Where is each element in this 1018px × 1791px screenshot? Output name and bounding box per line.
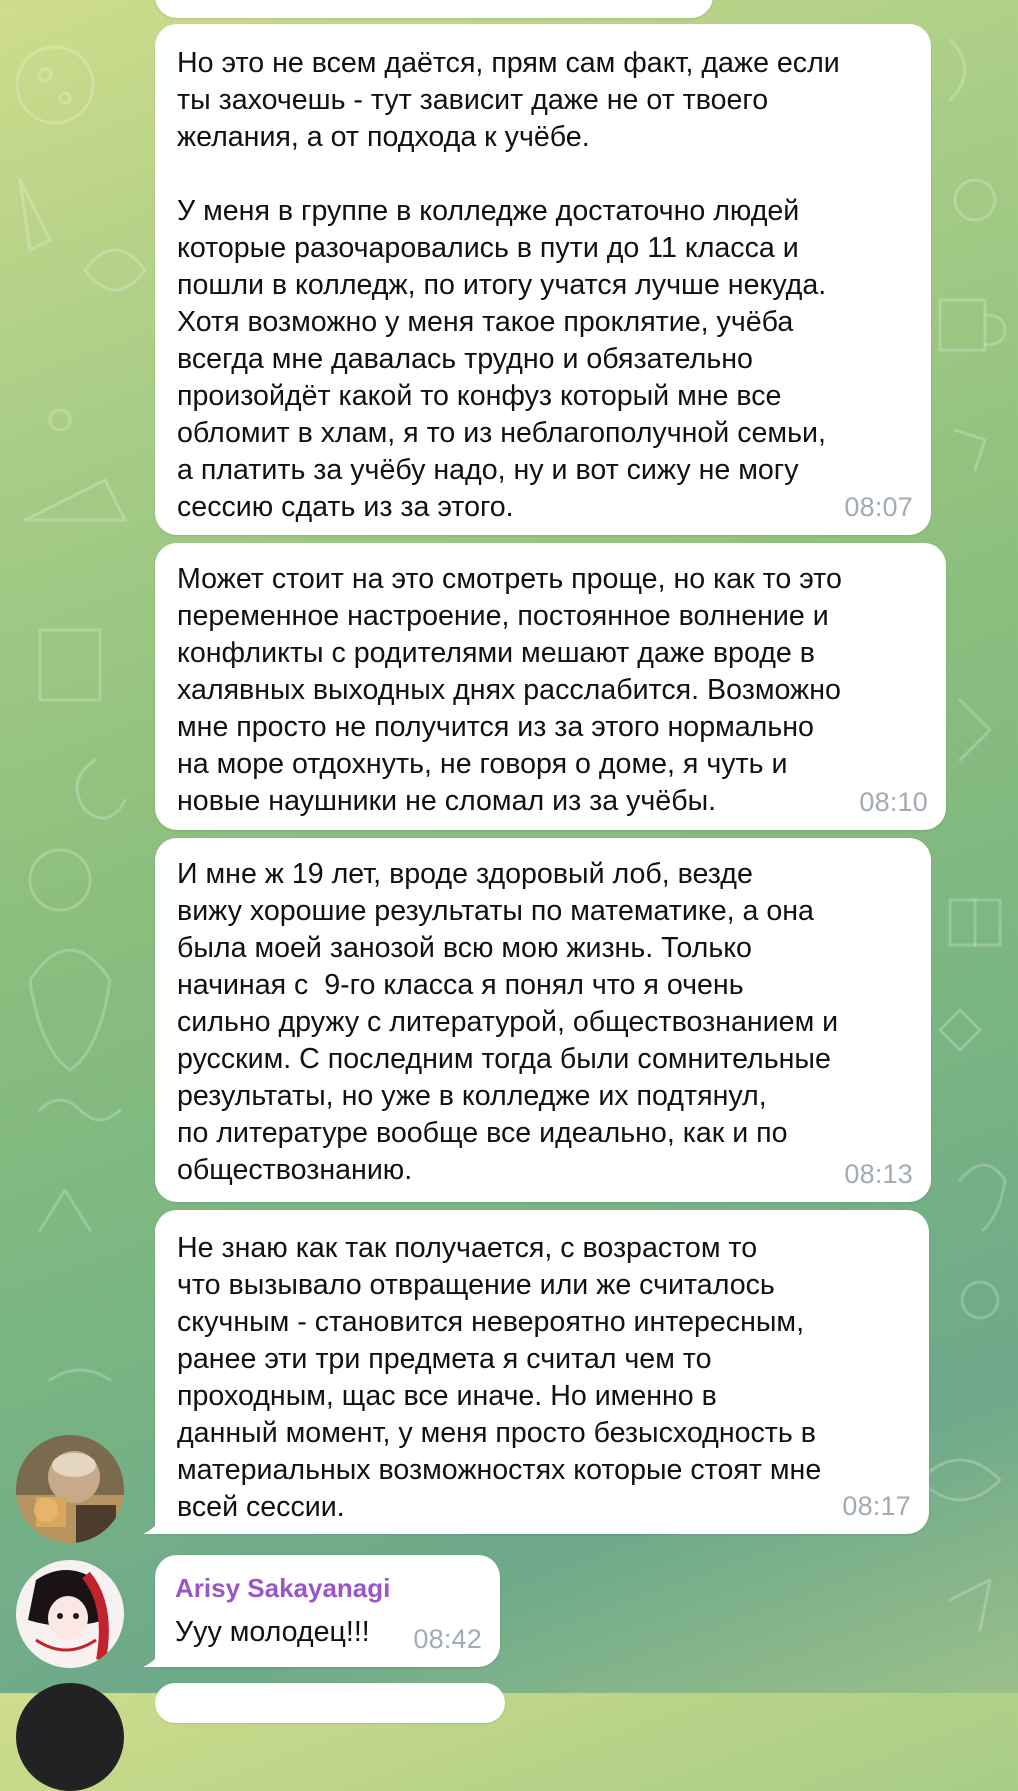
message-text: Может стоит на это смотреть проще, но как то это переменное настроение, постоянное волнение и конфликты с родителями мешают даже вроде в халявных выходных днях расслабится. Возможно мне просто не получится из за этого нормально на море отдохнуть, не говоря о доме, я чуть и новые наушники не сломал из за учёбы. [177, 563, 842, 817]
message-time: 08:42 [413, 1624, 482, 1654]
message-text: Ууу молодец!!! [175, 1616, 370, 1648]
message-bubble[interactable] [155, 1555, 500, 1667]
message-time: 08:10 [859, 787, 928, 817]
bubble-tail [143, 1641, 169, 1667]
message-bubble[interactable] [155, 24, 931, 535]
avatar[interactable] [16, 1560, 124, 1668]
bubble-tail [143, 1508, 169, 1534]
partial-message-bubble[interactable] [155, 0, 713, 18]
message-text: Но это не всем даётся, прям сам факт, даже если ты захочешь - тут зависит даже не от твоего желания, а от подхода к учёбе. У меня в группе в колледже достаточно людей которые разочаровались в пути до 11 класса и пошли в колледж, по итогу учатся лучше некуда. Хотя возможно у меня такое проклятие, учёба всегда мне давалась трудно и обязательно произойдёт какой то конфуз который мне все обломит в хлам, я то из неблагополучной семьи, а платить за учёбу надо, ну и вот сижу не могу сессию сдать из за этого. [177, 47, 840, 523]
avatar[interactable] [16, 1435, 124, 1543]
message-bubble[interactable] [155, 543, 946, 830]
message-text: Не знаю как так получается, с возрастом то что вызывало отвращение или же считалось скучным - становится невероятно интересным, ранее эти три предмета я считал чем то проходным, щас все иначе. Но именно в данный момент, у меня просто безысходность в материальных возможностях которые стоят мне всей сессии. [177, 1232, 822, 1523]
partial-message-bubble[interactable] [155, 1683, 505, 1723]
message-bubble[interactable] [155, 838, 931, 1202]
sender-name[interactable]: Arisy Sakayanagi [175, 1573, 391, 1603]
avatar[interactable] [16, 1683, 124, 1791]
message-time: 08:13 [844, 1159, 913, 1189]
message-text: И мне ж 19 лет, вроде здоровый лоб, везде вижу хорошие результаты по математике, а она была моей занозой всю мою жизнь. Только начиная с 9-го класса я понял что я очень сильно дружу с литературой, обществознанием и русским. С последним тогда были сомнительные результаты, но уже в колледже их подтянул, по литературе вообще все идеально, как и по обществознанию. [177, 858, 839, 1186]
message-time: 08:17 [842, 1491, 911, 1521]
message-time: 08:07 [844, 492, 913, 522]
message-bubble[interactable] [155, 1210, 929, 1534]
